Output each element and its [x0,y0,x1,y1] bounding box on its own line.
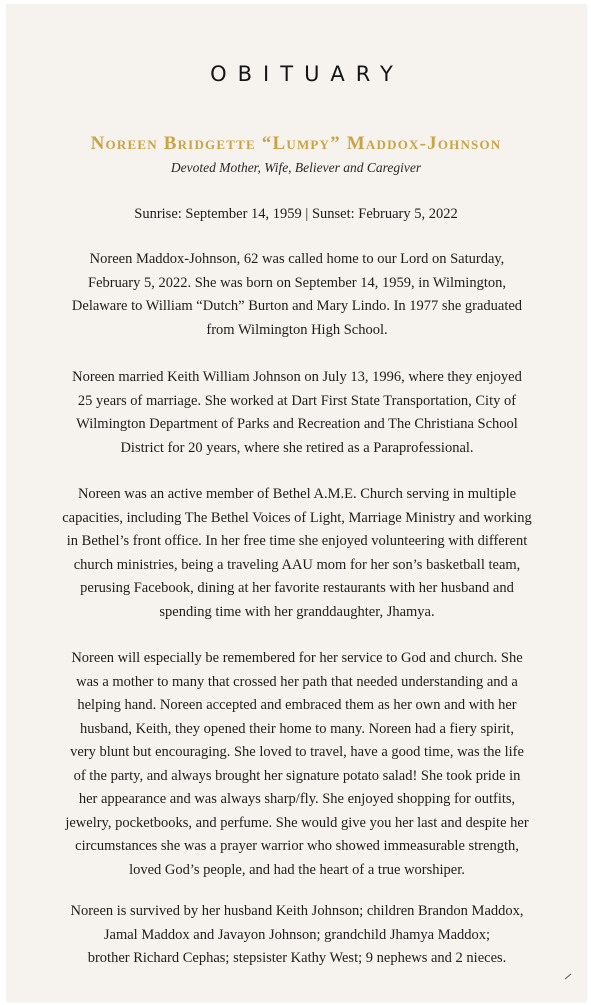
text-line: was a mother to many that crossed her path that needed understanding and a [76,673,518,690]
text-line: circumstances she was a prayer warrior who showed immeasurable strength, [75,838,519,854]
text-line: from Wilmington High School. [206,321,388,338]
text-line: loved God’s people, and had the heart of a true worshiper. [129,861,465,878]
text-line: helping hand. Noreen accepted and embraced them as her own and with her [77,697,517,713]
page-heading: OBITUARY [210,62,404,86]
paragraph-church-hobbies [62,483,532,624]
text-line: Delaware to William “Dutch” Burton and Mary Lindo. In 1977 she graduated [71,298,523,314]
paragraph-marriage-career [64,366,530,460]
text-line: Noreen married Keith William Johnson on July 13, 1996, where they enjoyed [72,369,522,385]
text-line: 25 years of marriage. She worked at Dart First State Transportation, City of [77,392,517,409]
text-line: Jamal Maddox and Javayon Johnson; grandchild Jhamya Maddox; [103,926,491,943]
paragraph-remembrance [62,647,532,882]
text-line: jewelry, pocketbooks, and perfume. She would give you her last and despite her [65,814,529,831]
text-line: Noreen is survived by her husband Keith Johnson; children Brandon Maddox, [70,903,524,919]
text-line: in Bethel’s front office. In her free time she enjoyed volunteering with different [66,533,528,549]
text-line: February 5, 2022. She was born on September 14, 1959, in Wilmington, [88,274,506,291]
text-line: spending time with her granddaughter, Jhamya. [159,603,435,620]
text-line: capacities, including The Bethel Voices of Light, Marriage Ministry and working [62,509,532,526]
text-line: Noreen will especially be remembered for her service to God and church. She [71,650,523,666]
text-line: perusing Facebook, dining at her favorite restaurants with her husband and [80,580,514,596]
text-line: brother Richard Cephas; stepsister Kathy West; 9 nephews and 2 nieces. [87,950,507,966]
text-line: very blunt but encouraging. She loved to travel, have a good time, was the life [70,744,524,760]
text-line: of the party, and always brought her signature potato salad! She took pride in [73,767,521,784]
text-line: Noreen was an active member of Bethel A.M.E. Church serving in multiple [77,486,517,502]
pen-mark [565,974,572,980]
tagline: Devoted Mother, Wife, Believer and Caregiver [170,160,422,175]
paragraph-biography [64,248,530,342]
text-line: Noreen Maddox-Johnson, 62 was called home to our Lord on Saturday, [89,251,505,267]
text-line: husband, Keith, they opened their home to many. Noreen had a fiery spirit, [80,720,514,737]
text-line: her appearance and was always sharp/fly. She enjoyed shopping for outfits, [78,791,516,807]
text-line: Wilmington Department of Parks and Recreation and The Christiana School [76,416,518,432]
paragraph-survivors [62,900,532,971]
obituary-page [6,4,586,1001]
life-dates: Sunrise: September 14, 1959 | Sunset: February 5, 2022 [134,206,458,222]
deceased-name: Noreen Bridgette “Lumpy” Maddox-Johnson [90,133,502,154]
text-line: District for 20 years, where she retired as a Paraprofessional. [120,439,474,456]
text-line: church ministries, being a traveling AAU mom for her son’s basketball team, [73,556,521,573]
